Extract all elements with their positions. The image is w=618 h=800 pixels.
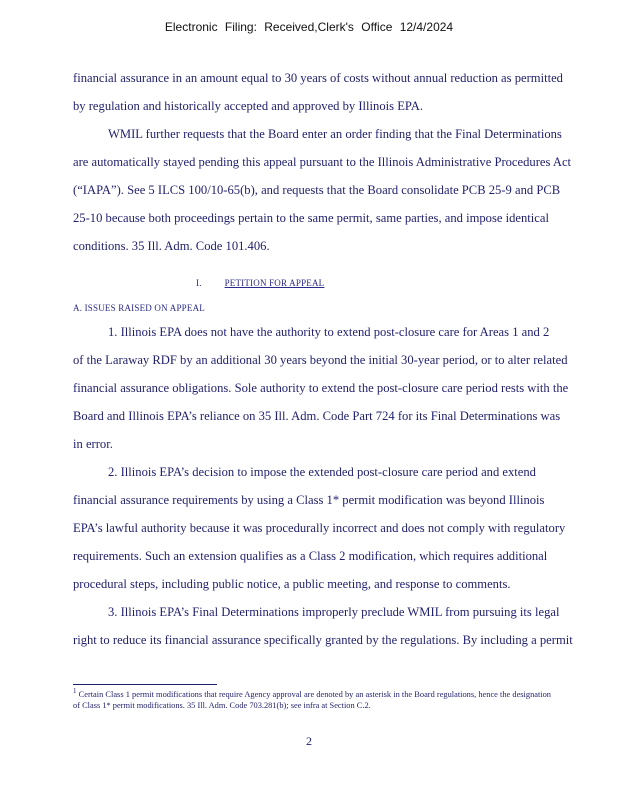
text-line: of the Laraway RDF by an additional 30 years beyond the initial 30-year period, or to alter related [73,353,568,367]
footnote-marker: 1 [73,687,77,696]
text-line: WMIL further requests that the Board enter an order finding that the Final Determinations [108,127,562,141]
text-line: right to reduce its financial assurance specifically granted by the regulations. By including a permit [73,633,573,647]
text-line: (“IAPA”). See 5 ILCS 100/10-65(b), and requests that the Board consolidate PCB 25-9 and PCB [73,183,561,197]
filing-stamp-header: Electronic Filing: Received,Clerk's Office 12/4/2024 [164,20,454,34]
text-line: are automatically stayed pending this appeal pursuant to the Illinois Administrative Procedures Act [73,155,572,169]
text-line: procedural steps, including public notice, a public meeting, and response to comments. [73,577,511,591]
text-line: financial assurance in an amount equal to 30 years of costs without annual reduction as permitted [73,71,563,85]
text-line: financial assurance obligations. Sole authority to extend the post-closure care period rests with the [73,381,569,395]
text-line: in error. [73,437,113,451]
text-line: 1. Illinois EPA does not have the authority to extend post-closure care for Areas 1 and 2 [108,325,550,339]
text-line: Board and Illinois EPA’s reliance on 35 Ill. Adm. Code Part 724 for its Final Determinations was [73,409,561,423]
text-line: by regulation and historically accepted and approved by Illinois EPA. [73,99,423,113]
text-line: financial assurance requirements by using a Class 1* permit modification was beyond Illinois [73,493,545,507]
subsection-heading: A. ISSUES RAISED ON APPEAL [73,303,205,313]
text-line: 2. Illinois EPA’s decision to impose the extended post-closure care period and extend [108,465,536,479]
section-title: PETITION FOR APPEAL [224,278,325,288]
section-number: I. [196,278,202,288]
text-line: 3. Illinois EPA’s Final Determinations improperly preclude WMIL from pursuing its legal [108,605,560,619]
page-number: 2 [306,734,312,748]
text-line: conditions. 35 Ill. Adm. Code 101.406. [73,239,270,253]
footnote-text: Certain Class 1 permit modifications that require Agency approval are denoted by an asterisk in the Board regulations, hence the designation of Class 1* permit modifications. 35 Ill. Adm. Code 703.281(b); see infra at Section C.2. [73,690,551,710]
text-line: requirements. Such an extension qualifies as a Class 2 modification, which requires additional [73,549,548,563]
footnote [73,689,551,711]
text-line: EPA’s lawful authority because it was procedurally incorrect and does not comply with regulatory [73,521,566,535]
footnote-divider [73,684,217,685]
text-line: 25-10 because both proceedings pertain to the same permit, same parties, and impose identical [73,211,549,225]
section-heading [196,278,324,288]
